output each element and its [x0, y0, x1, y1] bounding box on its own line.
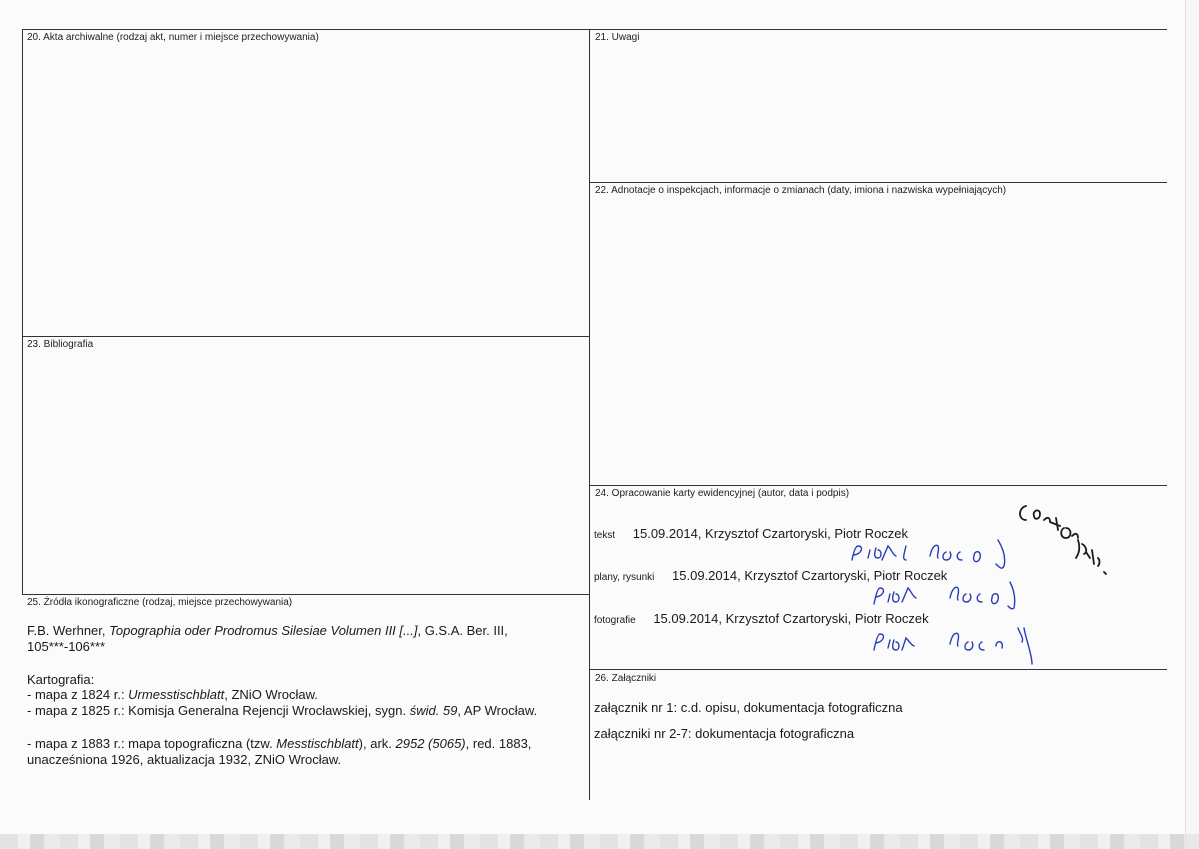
- map-1883-mid: ), ark.: [358, 736, 396, 751]
- map-1883-title: Messtischblatt: [276, 736, 359, 751]
- werhner-author: F.B. Werhner,: [27, 623, 110, 638]
- rule-25: [22, 594, 589, 595]
- werhner-title: Topographia oder Prodromus Silesiae Volumen III [...]: [109, 623, 418, 638]
- section-23-label: 23. Bibliografia: [27, 339, 94, 350]
- signature-roczek-3: [868, 624, 1048, 668]
- center-divider: [589, 29, 590, 800]
- attachment-1: załącznik nr 1: c.d. opisu, dokumentacja fotograficzna: [594, 700, 903, 715]
- section-20-label: 20. Akta archiwalne (rodzaj akt, numer i miejsce przechowywania): [27, 32, 319, 43]
- row-value-photos: 15.09.2014, Krzysztof Czartoryski, Piotr Roczek: [653, 611, 929, 626]
- section-22-label: 22. Adnotacje o inspekcjach, informacje o zmianach (daty, imiona i nazwiska wypełniających): [595, 185, 1007, 196]
- map-1824-rest: , ZNiO Wrocław.: [224, 687, 318, 702]
- top-rule: [22, 29, 1167, 30]
- section-26-label: 26. Załączniki: [595, 673, 657, 684]
- rule-26: [589, 669, 1167, 670]
- signature-czartoryski: [1012, 496, 1122, 606]
- map-1824: [27, 687, 318, 703]
- section-24-label: 24. Opracowanie karty ewidencyjnej (autor, data i podpis): [595, 488, 850, 499]
- left-border: [22, 29, 23, 595]
- signature-roczek-1: [848, 536, 1028, 572]
- map-1883-rest: , red. 1883, unacześniona 1926, aktualizacja 1932, ZNiO Wrocław.: [27, 736, 532, 767]
- rule-23: [22, 336, 589, 337]
- paper-edge-bottom: [0, 834, 1199, 849]
- row-label-text: tekst: [594, 530, 616, 541]
- rule-22: [589, 182, 1167, 183]
- section-25-label: 25. Źródła ikonograficzne (rodzaj, miejsce przechowywania): [27, 597, 293, 608]
- map-1825-signature: świd. 59: [409, 703, 458, 718]
- map-1824-prefix: - mapa z 1824 r.:: [27, 687, 129, 702]
- attachment-2: załączniki nr 2-7: dokumentacja fotograficzna: [594, 726, 855, 741]
- map-1824-title: Urmesstischblatt: [128, 687, 225, 702]
- paper-edge-right: [1185, 0, 1199, 849]
- map-1883-prefix: - mapa z 1883 r.: mapa topograficzna (tzw.: [27, 736, 277, 751]
- map-1825-prefix: - mapa z 1825 r.: Komisja Generalna Rejencji Wrocławskiej, sygn.: [27, 703, 410, 718]
- map-1883-sheet: 2952 (5065): [395, 736, 466, 751]
- row-value-text: 15.09.2014, Krzysztof Czartoryski, Piotr Roczek: [632, 526, 909, 541]
- rule-24: [589, 485, 1167, 486]
- row-label-plans: plany, rysunki: [594, 572, 655, 583]
- kartografia-heading: Kartografia:: [27, 672, 95, 687]
- section-21-label: 21. Uwagi: [595, 32, 640, 43]
- iconographic-source-werhner: [27, 623, 572, 655]
- map-1825-rest: , AP Wrocław.: [457, 703, 538, 718]
- map-1883: [27, 736, 587, 768]
- row-value-plans: 15.09.2014, Krzysztof Czartoryski, Piotr Roczek: [672, 568, 948, 583]
- werhner-rest: , G.S.A. Ber. III, 105***-106***: [27, 623, 508, 654]
- row-label-photos: fotografie: [594, 615, 636, 626]
- map-1825: [27, 703, 547, 719]
